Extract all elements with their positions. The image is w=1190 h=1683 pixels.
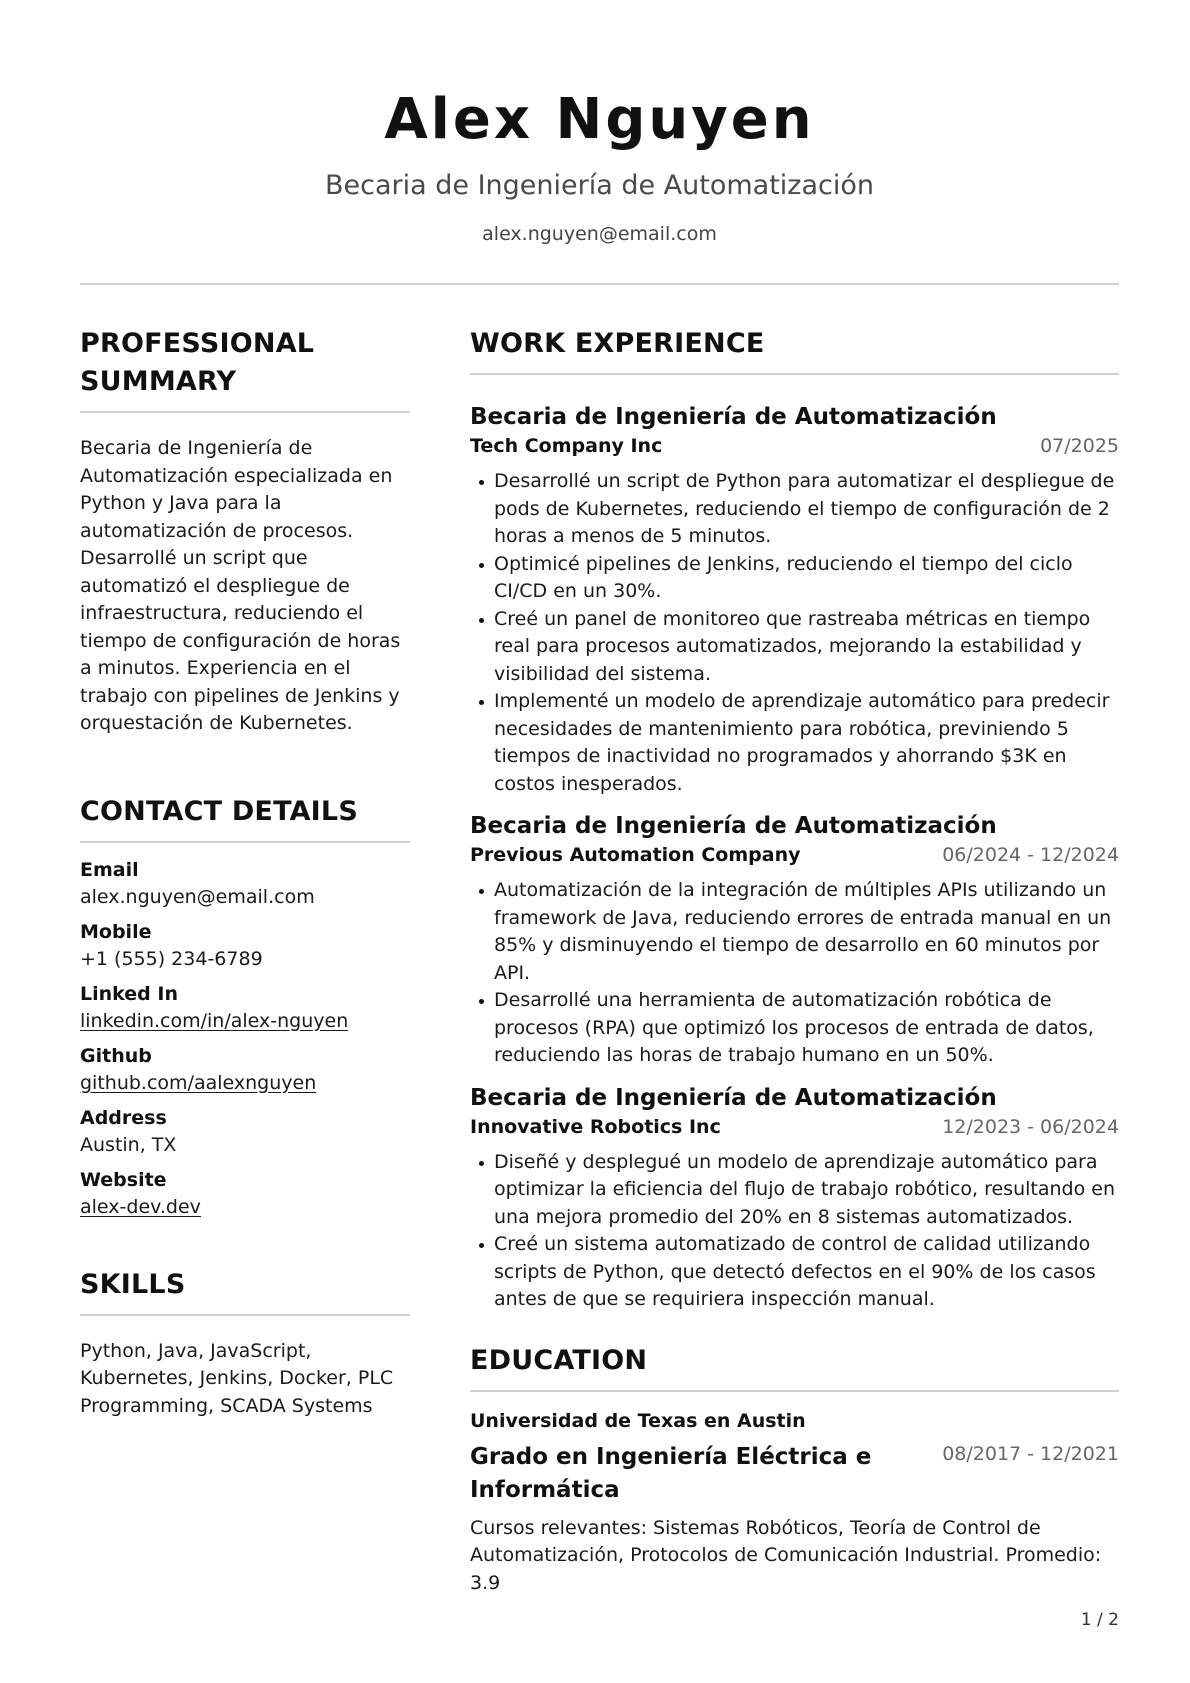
- linkedin-link[interactable]: linkedin.com/in/alex-nguyen: [80, 1009, 349, 1032]
- work-heading: WORK EXPERIENCE: [470, 328, 765, 359]
- job-meta: [470, 433, 1119, 460]
- job-title: Becaria de Ingeniería de Automatización: [470, 404, 997, 430]
- website-link[interactable]: alex-dev.dev: [80, 1195, 201, 1218]
- job-date: 12/2023 - 06/2024: [942, 1115, 1119, 1138]
- bullet-item: Optimicé pipelines de Jenkins, reduciendo el tiempo del ciclo CI/CD en un 30%.: [470, 551, 1119, 606]
- contact-value: +1 (555) 234-6789: [80, 947, 263, 970]
- contact-label: Mobile: [80, 920, 152, 943]
- contact-label: Github: [80, 1044, 152, 1067]
- company-name: Previous Automation Company: [470, 844, 801, 866]
- education-heading: EDUCATION: [470, 1344, 648, 1376]
- education-date: 08/2017 - 12/2021: [942, 1442, 1119, 1465]
- education-divider: [470, 1390, 1119, 1392]
- contact-website: [80, 1167, 410, 1221]
- header-divider: [80, 283, 1119, 285]
- contact-value: alex.nguyen@email.com: [80, 885, 315, 908]
- contact-label: Linked In: [80, 982, 178, 1005]
- degree-row: [470, 1441, 1119, 1507]
- contact-linkedin: [80, 981, 410, 1035]
- bullet-item: Implementé un modelo de aprendizaje automático para predecir necesidades de mantenimiento para robótica, previniendo 5 tiempos de inactividad no programados y ahorrando $3K en costos inesperados.: [470, 688, 1119, 798]
- job-date: 06/2024 - 12/2024: [942, 844, 1119, 866]
- bullet-item: Diseñé y desplegué un modelo de aprendizaje automático para optimizar la eficiencia del flujo de trabajo robótico, resultando en una mejora promedio del 20% en 8 sistemas automatizados.: [470, 1149, 1119, 1232]
- contact-list: [80, 857, 410, 1221]
- job-bullets: [470, 1149, 1119, 1314]
- job-bullets: [470, 468, 1119, 798]
- candidate-title: Becaria de Ingeniería de Automatización: [324, 170, 875, 201]
- contact-email: [80, 857, 410, 911]
- job-title: Becaria de Ingeniería de Automatización: [470, 813, 997, 839]
- skills-section: [80, 1266, 410, 1421]
- contact-section: [80, 793, 410, 1221]
- page-number: 1 / 2: [1080, 1610, 1119, 1630]
- resume-header: [80, 85, 1119, 247]
- job-entry: [470, 810, 1119, 1070]
- company-name: Tech Company Inc: [470, 435, 663, 457]
- job-date: 07/2025: [1040, 435, 1119, 457]
- left-column: [80, 325, 410, 1420]
- contact-address: [80, 1105, 410, 1159]
- job-entry: [470, 401, 1119, 798]
- summary-section: [80, 325, 410, 738]
- work-divider: [470, 373, 1119, 375]
- job-meta: [470, 842, 1119, 869]
- github-link[interactable]: github.com/aalexnguyen: [80, 1071, 317, 1094]
- contact-label: Website: [80, 1168, 167, 1191]
- job-bullets: [470, 877, 1119, 1070]
- contact-value: Austin, TX: [80, 1133, 177, 1156]
- bullet-item: Creé un sistema automatizado de control de calidad utilizando scripts de Python, que detectó defectos en el 90% de los casos antes de que se requiriera inspección manual.: [470, 1231, 1119, 1314]
- contact-github: [80, 1043, 410, 1097]
- work-section: [470, 325, 1119, 1314]
- job-meta: [470, 1114, 1119, 1141]
- bullet-item: Automatización de la integración de múltiples APIs utilizando un framework de Java, reduciendo errores de entrada manual en un 85% y disminuyendo el tiempo de desarrollo en 60 minutos por API.: [470, 877, 1119, 987]
- bullet-item: Desarrollé una herramienta de automatización robótica de procesos (RPA) que optimizó los procesos de entrada de datos, reduciendo las horas de trabajo humano en un 50%.: [470, 987, 1119, 1070]
- skills-heading: SKILLS: [80, 1268, 186, 1300]
- contact-label: Email: [80, 858, 139, 881]
- skills-divider: [80, 1314, 410, 1316]
- summary-text: Becaria de Ingeniería de Automatización especializada en Python y Java para la automatización de procesos. Desarrollé un script que automatizó el despliegue de infraestructura, reduciendo el tiempo de configuración de horas a minutos. Experiencia en el trabajo con pipelines de Jenkins y orquestación de Kubernetes.: [80, 437, 401, 734]
- skills-text: Python, Java, JavaScript, Kubernetes, Jenkins, Docker, PLC Programming, SCADA Systems: [80, 1339, 394, 1417]
- education-description: Cursos relevantes: Sistemas Robóticos, Teoría de Control de Automatización, Protocolos de Comunicación Industrial. Promedio: 3.9: [470, 1516, 1102, 1594]
- education-section: [470, 1342, 1119, 1598]
- summary-heading: PROFESSIONAL SUMMARY: [80, 328, 315, 397]
- company-name: Innovative Robotics Inc: [470, 1115, 721, 1138]
- job-title: Becaria de Ingeniería de Automatización: [470, 1084, 997, 1111]
- candidate-name: Alex Nguyen: [384, 87, 815, 152]
- contact-mobile: [80, 919, 410, 973]
- summary-divider: [80, 411, 410, 413]
- school-name: Universidad de Texas en Austin: [470, 1409, 806, 1432]
- job-entry: [470, 1082, 1119, 1314]
- degree-title: Grado en Ingeniería Eléctrica e Informática: [470, 1443, 872, 1503]
- bullet-item: Desarrollé un script de Python para automatizar el despliegue de pods de Kubernetes, reduciendo el tiempo de configuración de 2 horas a menos de 5 minutos.: [470, 468, 1119, 551]
- contact-label: Address: [80, 1106, 167, 1129]
- header-email: alex.nguyen@email.com: [482, 223, 717, 245]
- bullet-item: Creé un panel de monitoreo que rastreaba métricas en tiempo real para procesos automatizados, mejorando la estabilidad y visibilidad del sistema.: [470, 606, 1119, 689]
- right-column: [470, 325, 1119, 1597]
- contact-divider: [80, 841, 410, 843]
- contact-heading: CONTACT DETAILS: [80, 795, 358, 827]
